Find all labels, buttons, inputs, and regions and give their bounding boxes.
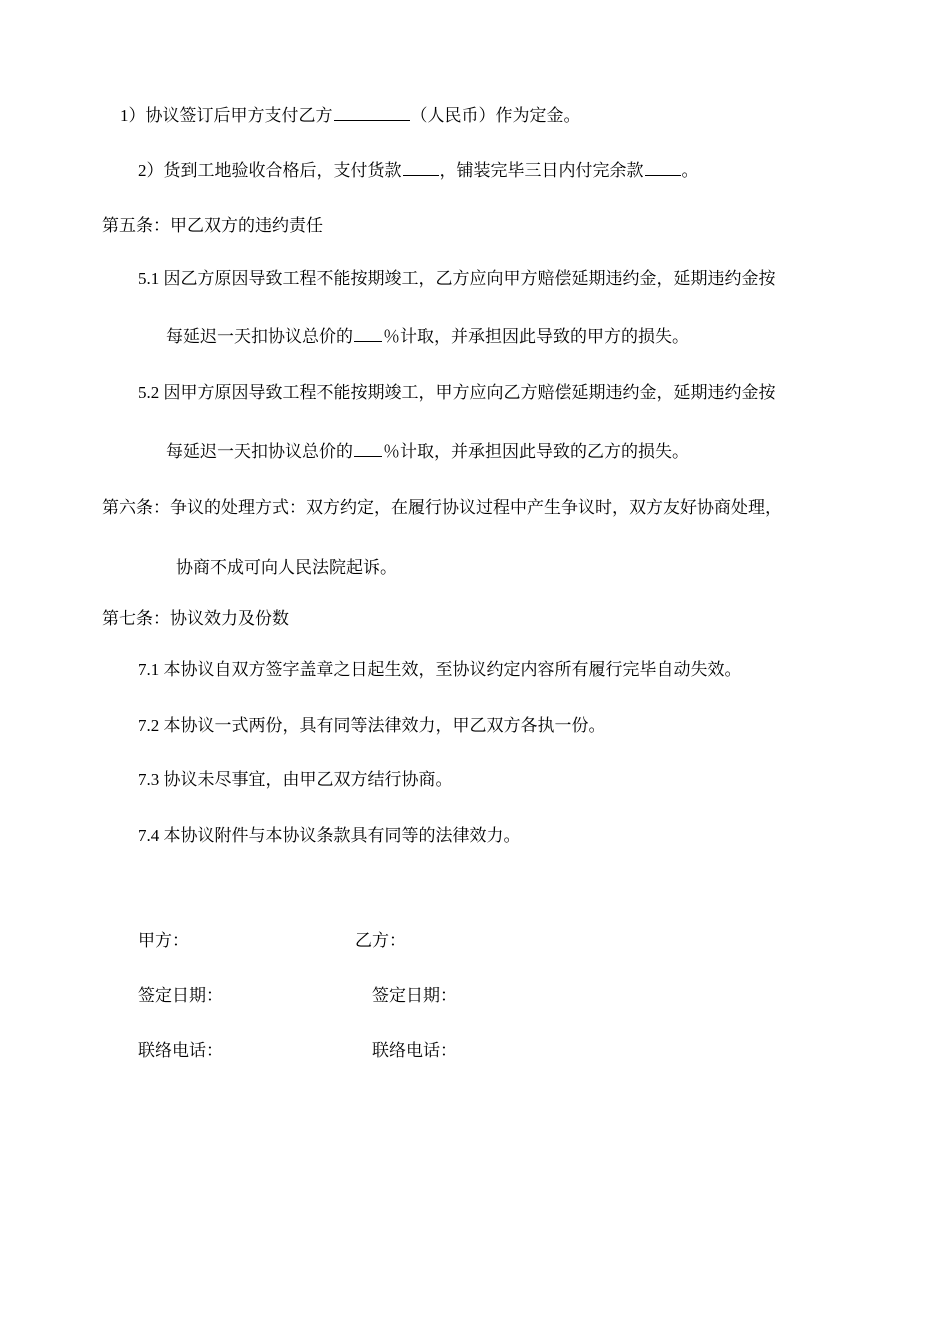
balance-payment-blank[interactable] (645, 159, 681, 176)
clause-7-3: 7.3 协议未尽事宜，由甲乙双方结行协商。 (138, 770, 453, 789)
party-a-label: 甲方： (138, 931, 189, 950)
article-5-heading: 第五条：甲乙双方的违约责任 (102, 216, 323, 235)
penalty-rate-blank-a[interactable] (354, 325, 382, 342)
article-6-line-2: 协商不成可向人民法院起诉。 (176, 558, 397, 577)
phone-label-party-b: 联络电话： (372, 1041, 457, 1060)
deposit-amount-blank[interactable] (334, 104, 410, 121)
clause-5-1-line-2-suffix: ％计取，并承担因此导致的甲方的损失。 (383, 327, 689, 346)
clause-5-2-line-2-suffix: ％计取，并承担因此导致的乙方的损失。 (383, 442, 689, 461)
payment-item-1-prefix: 1）协议签订后甲方支付乙方 (120, 106, 333, 125)
clause-5-2-line-2-prefix: 每延迟一天扣协议总价的 (166, 442, 353, 461)
payment-item-2-middle: ，铺装完毕三日内付完余款 (439, 161, 644, 180)
date-label-party-b: 签定日期： (372, 986, 457, 1005)
payment-item-1-suffix: （人民币）作为定金。 (410, 106, 581, 125)
clause-5-1-line-2-prefix: 每延迟一天扣协议总价的 (166, 327, 353, 346)
goods-payment-blank[interactable] (403, 159, 439, 176)
payment-item-1 (120, 104, 581, 128)
penalty-rate-blank-b[interactable] (354, 440, 382, 457)
phone-label-party-a: 联络电话： (138, 1041, 223, 1060)
payment-item-2-prefix: 2）货到工地验收合格后，支付货款 (138, 161, 402, 180)
clause-5-2-line-2 (166, 440, 689, 464)
clause-5-1-line-2 (166, 325, 689, 349)
date-label-party-a: 签定日期： (138, 986, 223, 1005)
clause-7-4: 7.4 本协议附件与本协议条款具有同等的法律效力。 (138, 826, 521, 845)
article-6-line-1: 第六条：争议的处理方式：双方约定，在履行协议过程中产生争议时，双方友好协商处理， (102, 498, 782, 517)
clause-5-2-line-1: 5.2 因甲方原因导致工程不能按期竣工，甲方应向乙方赔偿延期违约金，延期违约金按 (138, 383, 776, 402)
party-b-label: 乙方： (355, 931, 406, 950)
clause-5-1-line-1: 5.1 因乙方原因导致工程不能按期竣工，乙方应向甲方赔偿延期违约金，延期违约金按 (138, 269, 776, 288)
clause-7-1: 7.1 本协议自双方签字盖章之日起生效，至协议约定内容所有履行完毕自动失效。 (138, 660, 742, 679)
clause-7-2: 7.2 本协议一式两份，具有同等法律效力，甲乙双方各执一份。 (138, 716, 606, 735)
article-7-heading: 第七条：协议效力及份数 (102, 609, 289, 628)
payment-item-2 (138, 159, 699, 183)
payment-item-2-suffix: 。 (681, 161, 699, 180)
